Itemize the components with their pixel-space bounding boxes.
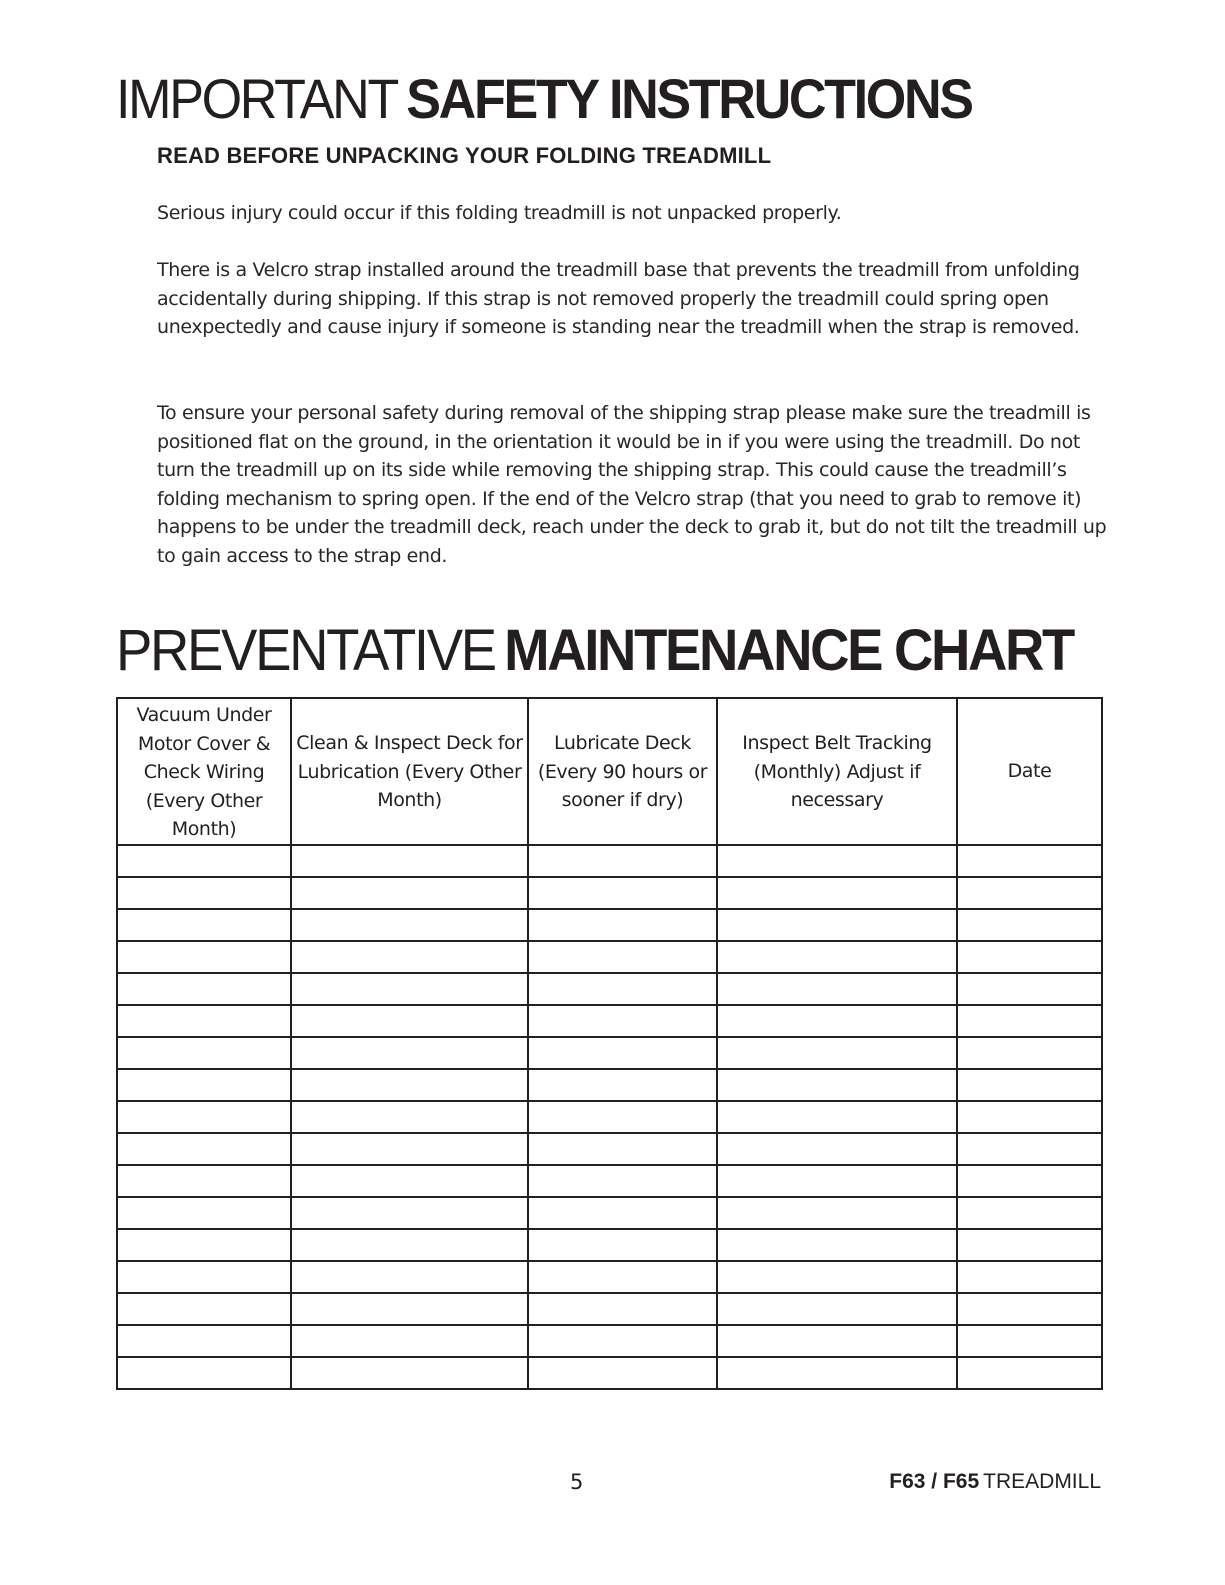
- table-row: [117, 1261, 1102, 1293]
- safety-paragraph-2: There is a Velcro strap installed around the treadmill base that prevents the treadmill from unfolding accidentally during shipping. If this strap is not removed properly the treadmill could spring open unexpectedly and cause injury if someone is standing near the treadmill when the strap is removed.: [157, 259, 1080, 338]
- table-cell[interactable]: [717, 1325, 957, 1357]
- table-cell[interactable]: [117, 1101, 291, 1133]
- header-date: Date: [957, 698, 1102, 845]
- table-cell[interactable]: [717, 877, 957, 909]
- table-cell[interactable]: [957, 1357, 1102, 1389]
- table-row: [117, 1325, 1102, 1357]
- table-cell[interactable]: [291, 1261, 528, 1293]
- header-vacuum-motor: Vacuum Under Motor Cover & Check Wiring (Every Other Month): [117, 698, 291, 845]
- table-cell[interactable]: [117, 1261, 291, 1293]
- table-row: [117, 909, 1102, 941]
- table-cell[interactable]: [957, 1101, 1102, 1133]
- table-cell[interactable]: [957, 845, 1102, 877]
- table-row: [117, 973, 1102, 1005]
- table-cell[interactable]: [717, 1133, 957, 1165]
- table-cell[interactable]: [528, 1357, 717, 1389]
- table-cell[interactable]: [957, 877, 1102, 909]
- table-cell[interactable]: [117, 1005, 291, 1037]
- table-cell[interactable]: [717, 1101, 957, 1133]
- table-row: [117, 877, 1102, 909]
- table-cell[interactable]: [117, 877, 291, 909]
- table-cell[interactable]: [291, 909, 528, 941]
- table-cell[interactable]: [957, 941, 1102, 973]
- table-cell[interactable]: [291, 1165, 528, 1197]
- table-cell[interactable]: [528, 1005, 717, 1037]
- table-cell[interactable]: [957, 1293, 1102, 1325]
- table-cell[interactable]: [291, 1197, 528, 1229]
- table-cell[interactable]: [117, 1069, 291, 1101]
- table-cell[interactable]: [717, 845, 957, 877]
- safety-title-bold: SAFETY INSTRUCTIONS: [406, 67, 972, 130]
- header-lubricate-deck: Lubricate Deck (Every 90 hours or sooner if dry): [528, 698, 717, 845]
- table-cell[interactable]: [117, 1197, 291, 1229]
- table-cell[interactable]: [528, 1293, 717, 1325]
- table-cell[interactable]: [291, 1325, 528, 1357]
- table-row: [117, 941, 1102, 973]
- table-cell[interactable]: [957, 1069, 1102, 1101]
- table-cell[interactable]: [291, 1133, 528, 1165]
- table-row: [117, 1133, 1102, 1165]
- table-cell[interactable]: [528, 1037, 717, 1069]
- table-cell[interactable]: [957, 1165, 1102, 1197]
- maintenance-chart: [116, 697, 1103, 1390]
- maintenance-chart-body: [117, 845, 1102, 1389]
- table-row: [117, 1229, 1102, 1261]
- table-cell[interactable]: [717, 1357, 957, 1389]
- table-cell[interactable]: [717, 941, 957, 973]
- table-cell[interactable]: [291, 941, 528, 973]
- table-cell[interactable]: [717, 909, 957, 941]
- table-cell[interactable]: [291, 1357, 528, 1389]
- table-cell[interactable]: [528, 1229, 717, 1261]
- table-cell[interactable]: [291, 1037, 528, 1069]
- table-cell[interactable]: [717, 1005, 957, 1037]
- table-cell[interactable]: [717, 973, 957, 1005]
- table-cell[interactable]: [117, 1325, 291, 1357]
- table-cell[interactable]: [957, 1325, 1102, 1357]
- table-cell[interactable]: [528, 1069, 717, 1101]
- table-cell[interactable]: [957, 1037, 1102, 1069]
- maintenance-title-bold: MAINTENANCE CHART: [504, 618, 1073, 683]
- maintenance-title: [116, 617, 1073, 685]
- table-cell[interactable]: [717, 1261, 957, 1293]
- table-cell[interactable]: [528, 973, 717, 1005]
- table-cell[interactable]: [291, 845, 528, 877]
- table-cell[interactable]: [117, 941, 291, 973]
- table-cell[interactable]: [957, 1133, 1102, 1165]
- table-cell[interactable]: [117, 1229, 291, 1261]
- table-cell[interactable]: [717, 1037, 957, 1069]
- table-row: [117, 845, 1102, 877]
- table-cell[interactable]: [528, 1261, 717, 1293]
- table-cell[interactable]: [117, 1165, 291, 1197]
- table-row: [117, 1101, 1102, 1133]
- table-row: [117, 1293, 1102, 1325]
- table-cell[interactable]: [117, 1293, 291, 1325]
- maintenance-title-light: PREVENTATIVE: [116, 618, 495, 683]
- table-cell[interactable]: [117, 973, 291, 1005]
- table-cell[interactable]: [528, 909, 717, 941]
- table-cell[interactable]: [528, 1165, 717, 1197]
- safety-paragraph-3: To ensure your personal safety during removal of the shipping strap please make sure the treadmill is positioned flat on the ground, in the orientation it would be in if you were using the treadmill. Do not turn the treadmill up on its side while removing the shipping strap. This could cause the treadmill’s folding mechanism to spring open. If the end of the Velcro strap (that you need to grab to remove it) happens to be under the treadmill deck, reach under the deck to grab it, but do not tilt the treadmill up to gain access to the strap end.: [157, 402, 1107, 567]
- table-cell[interactable]: [117, 1037, 291, 1069]
- table-cell[interactable]: [957, 1005, 1102, 1037]
- header-clean-inspect-deck: Clean & Inspect Deck for Lubrication (Every Other Month): [291, 698, 528, 845]
- table-row: [117, 1069, 1102, 1101]
- page-number: 5: [570, 1470, 584, 1494]
- table-cell[interactable]: [291, 1101, 528, 1133]
- table-cell[interactable]: [957, 1229, 1102, 1261]
- table-cell[interactable]: [957, 973, 1102, 1005]
- safety-paragraph-1: Serious injury could occur if this folding treadmill is not unpacked properly.: [157, 202, 842, 224]
- table-row: [117, 1165, 1102, 1197]
- table-cell[interactable]: [291, 1293, 528, 1325]
- safety-title: [116, 66, 972, 132]
- table-cell[interactable]: [957, 1197, 1102, 1229]
- table-cell[interactable]: [717, 1165, 957, 1197]
- footer-model-suffix: TREADMILL: [983, 1470, 1101, 1493]
- table-cell[interactable]: [717, 1197, 957, 1229]
- table-cell[interactable]: [528, 1197, 717, 1229]
- table-cell[interactable]: [528, 845, 717, 877]
- table-cell[interactable]: [117, 1357, 291, 1389]
- table-cell[interactable]: [717, 1229, 957, 1261]
- table-cell[interactable]: [528, 1101, 717, 1133]
- table-cell[interactable]: [117, 909, 291, 941]
- table-cell[interactable]: [957, 1261, 1102, 1293]
- table-cell[interactable]: [717, 1293, 957, 1325]
- maintenance-header-row: [117, 698, 1102, 845]
- table-cell[interactable]: [528, 1325, 717, 1357]
- table-cell[interactable]: [291, 1229, 528, 1261]
- table-cell[interactable]: [291, 1069, 528, 1101]
- table-cell[interactable]: [717, 1069, 957, 1101]
- safety-title-light: IMPORTANT: [116, 67, 397, 130]
- header-inspect-belt-tracking: Inspect Belt Tracking (Monthly) Adjust if necessary: [717, 698, 957, 845]
- footer-model-bold: F63 / F65: [889, 1470, 980, 1493]
- table-cell[interactable]: [528, 941, 717, 973]
- table-cell[interactable]: [528, 1133, 717, 1165]
- footer-model: [889, 1470, 1101, 1494]
- safety-subtitle: READ BEFORE UNPACKING YOUR FOLDING TREADMILL: [157, 143, 772, 168]
- table-row: [117, 1005, 1102, 1037]
- table-cell[interactable]: [117, 1133, 291, 1165]
- table-row: [117, 1197, 1102, 1229]
- table-cell[interactable]: [291, 877, 528, 909]
- table-cell[interactable]: [957, 909, 1102, 941]
- table-row: [117, 1357, 1102, 1389]
- table-row: [117, 1037, 1102, 1069]
- table-cell[interactable]: [291, 973, 528, 1005]
- table-cell[interactable]: [291, 1005, 528, 1037]
- table-cell[interactable]: [117, 845, 291, 877]
- table-cell[interactable]: [528, 877, 717, 909]
